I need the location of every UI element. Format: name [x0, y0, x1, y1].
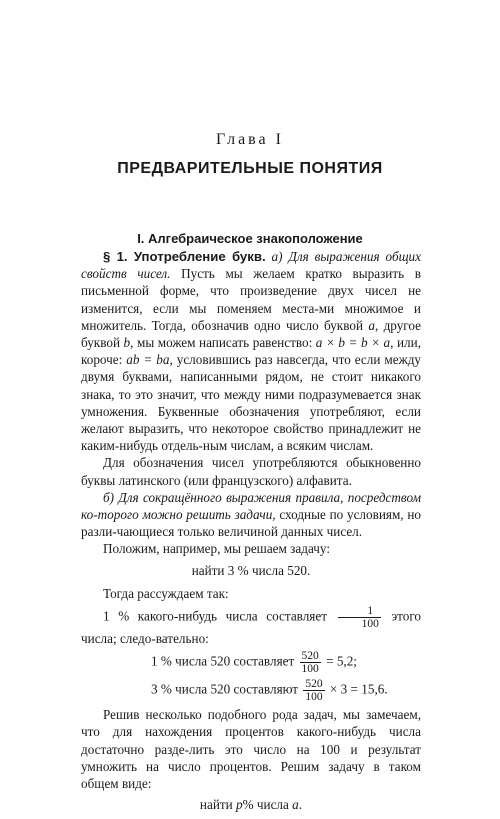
- fraction-denominator: 100: [305, 691, 323, 704]
- item-b-label: б): [103, 489, 115, 505]
- equation-short: ab = ba: [126, 352, 170, 368]
- calculation-line-1: [81, 650, 421, 675]
- paragraph-text: , условившись раз навсегда, что если между двумя буквами, написанными рядом, не стоит никакого знака, то это значит, что между ними подразумевается знак умножения. Буквенные обозначения употребляют, если желают выразить, что некоторое свойство принадлежит не каким-нибудь отдель-ным числам, а всяким числам.: [81, 352, 421, 454]
- fraction-denominator: 100: [301, 663, 319, 676]
- calculation-line-2: [81, 678, 421, 703]
- equation-commutative: a × b = b × a,: [315, 335, 394, 351]
- calculation-text: 1 % числа 520 составляет: [151, 653, 295, 669]
- paragraph-text: этого числа; следо-вательно:: [81, 608, 422, 647]
- paragraph-alphabet: Для обозначения чисел употребляются обыкновенно буквы латинского (или французского) алфавита.: [81, 455, 421, 488]
- fraction: [303, 678, 324, 703]
- paragraph-reasoning: Тогда рассуждаем так:: [103, 585, 229, 601]
- paragraph-text: сходные по условиям, но разли-чающиеся только величиной данных чисел.: [81, 507, 422, 540]
- paragraph-general-rule: Решив несколько подобного рода задач, мы замечаем, что для нахождения процентов какого-нибудь числа достаточно разде-лить это число на 100 и результат умножить на число процентов. Решим задачу в таком общем виде:: [81, 707, 421, 792]
- item-a-heading: Для выражения общих свойств чисел.: [81, 249, 422, 282]
- fraction-numerator: 520: [301, 650, 319, 663]
- calculation-result: = 5,2;: [326, 653, 357, 669]
- paragraph-example-intro: Положим, например, мы решаем задачу:: [103, 541, 330, 557]
- paragraph-letters-usage: [81, 248, 421, 454]
- body-text: [81, 248, 421, 819]
- variable-b: b: [123, 335, 131, 351]
- paragraph-text: 1 % какого-нибудь числа составляет: [103, 608, 327, 624]
- fraction: [338, 605, 381, 630]
- paragraph-text: , другое буквой: [81, 317, 422, 351]
- paragraph-marker: § 1. Употребление букв.: [103, 249, 266, 264]
- general-task: [81, 796, 421, 813]
- variable-p: p: [236, 797, 243, 813]
- fraction-numerator: 1: [367, 605, 374, 618]
- paragraph-text: Пусть мы желаем кратко выразить в письменной форме, что произведение двух чисел не изменится, если мы поменяем места-ми множимое и множитель. Тогда, обозначив одно число буквой: [81, 266, 421, 333]
- section-title: I. Алгебраическое знакоположение: [137, 231, 363, 246]
- general-task-prefix: найти: [199, 797, 233, 813]
- general-task-middle: % числа: [242, 797, 289, 813]
- general-task-suffix: .: [298, 797, 303, 813]
- paragraph-text: или, короче:: [81, 335, 421, 368]
- chapter-label: Глава I: [216, 131, 284, 148]
- item-a-label: а): [271, 249, 283, 264]
- fraction-denominator: 100: [338, 617, 381, 630]
- paragraph-text: , мы можем написать равенство:: [130, 335, 313, 351]
- fraction-numerator: 520: [305, 678, 323, 691]
- item-b-heading: Для сокращённого выражения правила, посредством ко-торого можно решить задачи,: [81, 489, 421, 523]
- variable-a: a: [368, 317, 375, 333]
- paragraph-rule: [81, 489, 421, 541]
- calculation-result: × 3 = 15,6.: [329, 681, 388, 697]
- calculation-text: 3 % числа 520 составляют: [151, 681, 299, 697]
- paragraph-one-percent: [81, 605, 421, 647]
- task-statement: найти 3 % числа 520.: [191, 562, 311, 578]
- fraction: [300, 650, 321, 675]
- variable-a: a: [292, 797, 299, 813]
- chapter-title: ПРЕДВАРИТЕЛЬНЫЕ ПОНЯТИЯ: [117, 160, 383, 177]
